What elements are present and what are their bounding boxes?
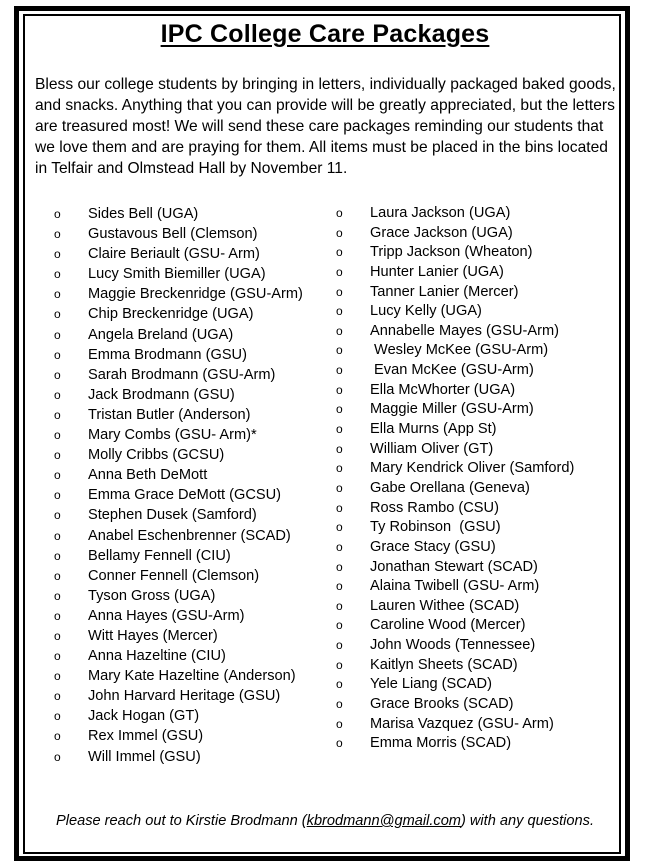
student-list-item [336, 695, 574, 715]
bullet-icon: o [336, 520, 343, 535]
student-list-item [336, 400, 574, 420]
student-name: Emma Grace DeMott (GCSU) [88, 487, 281, 504]
student-name: Tripp Jackson (Wheaton) [370, 244, 533, 261]
bullet-icon: o [336, 422, 343, 437]
student-list-item [336, 479, 574, 499]
bullet-icon: o [336, 480, 343, 495]
student-name: Jack Hogan (GT) [88, 708, 200, 725]
bullet-icon: o [336, 343, 343, 358]
bullet-icon: o [54, 508, 61, 523]
student-name: Sarah Brodmann (GSU-Arm) [88, 366, 276, 383]
student-name: Emma Morris (SCAD) [370, 735, 512, 752]
student-name: Lucy Smith Biemiller (UGA) [88, 266, 266, 283]
bullet-icon: o [54, 347, 61, 362]
student-list-item [336, 597, 574, 617]
bullet-icon: o [54, 407, 61, 422]
student-name: Ty Robinson (GSU) [370, 519, 501, 536]
student-list-item [54, 304, 303, 324]
student-list-item [336, 734, 574, 754]
bullet-icon: o [336, 323, 343, 338]
student-list-item [54, 626, 303, 646]
student-list-item [336, 302, 574, 322]
student-name: John Harvard Heritage (GSU) [88, 688, 281, 705]
student-name: Maggie Miller (GSU-Arm) [370, 401, 534, 418]
student-list-item [336, 440, 574, 460]
student-list-item [336, 224, 574, 244]
student-list-item [54, 445, 303, 465]
student-name: Claire Beriault (GSU- Arm) [88, 246, 260, 263]
bullet-icon: o [336, 441, 343, 456]
student-list-item [54, 505, 303, 525]
student-name: Molly Cribbs (GCSU) [88, 447, 225, 464]
bullet-icon: o [336, 697, 343, 712]
student-list-item [336, 204, 574, 224]
student-list-item [54, 747, 303, 767]
bullet-icon: o [54, 689, 61, 704]
student-name: Anna Beth DeMott [88, 467, 208, 484]
student-name: William Oliver (GT) [370, 440, 494, 457]
student-name: Grace Jackson (UGA) [370, 224, 513, 241]
bullet-icon: o [336, 579, 343, 594]
student-name: Evan McKee (GSU-Arm) [370, 362, 534, 379]
student-name: Maggie Breckenridge (GSU-Arm) [88, 286, 303, 303]
student-list-item [54, 385, 303, 405]
bullet-icon: o [336, 500, 343, 515]
student-name: Anna Hazeltine (CIU) [88, 648, 226, 665]
student-list-item [54, 325, 303, 345]
bullet-icon: o [54, 307, 61, 322]
student-list-item [54, 365, 303, 385]
footer-text-after: ) with any questions. [460, 813, 595, 829]
student-list-item [336, 361, 574, 381]
bullet-icon: o [336, 657, 343, 672]
bullet-icon: o [336, 461, 343, 476]
student-list-item [54, 284, 303, 304]
student-list-item [54, 204, 303, 224]
student-name: Tristan Butler (Anderson) [88, 406, 251, 423]
student-list-item [336, 263, 574, 283]
student-name: Will Immel (GSU) [88, 748, 201, 765]
bullet-icon: o [336, 559, 343, 574]
student-name: Anna Hayes (GSU-Arm) [88, 607, 245, 624]
student-name: Grace Brooks (SCAD) [370, 696, 514, 713]
student-list-item [336, 518, 574, 538]
bullet-icon: o [54, 649, 61, 664]
student-list-item [336, 538, 574, 558]
bullet-icon: o [54, 207, 61, 221]
bullet-icon: o [54, 367, 61, 382]
footer-text-before: Please reach out to Kirstie Brodmann ( [55, 813, 307, 829]
student-list-item [336, 636, 574, 656]
bullet-icon: o [336, 225, 343, 240]
student-list-item [336, 715, 574, 735]
bullet-icon: o [336, 363, 343, 378]
bullet-icon: o [54, 548, 61, 563]
bullet-icon: o [336, 284, 343, 299]
bullet-icon: o [54, 327, 61, 342]
student-name: Jonathan Stewart (SCAD) [370, 558, 538, 575]
student-name: Tanner Lanier (Mercer) [370, 283, 519, 300]
student-name: Annabelle Mayes (GSU-Arm) [370, 322, 559, 339]
student-list-item [54, 526, 303, 546]
student-name: Angela Breland (UGA) [88, 326, 234, 343]
student-name: Witt Hayes (Mercer) [88, 627, 218, 644]
student-list-item [54, 586, 303, 606]
bullet-icon: o [54, 387, 61, 402]
student-list-item [54, 465, 303, 485]
student-name: Conner Fennell (Clemson) [88, 567, 260, 584]
student-name: Sides Bell (UGA) [88, 206, 199, 222]
student-name: Mary Kendrick Oliver (Samford) [370, 460, 575, 477]
student-name: Laura Jackson (UGA) [370, 205, 511, 221]
student-list-right [336, 204, 574, 754]
student-name: Gabe Orellana (Geneva) [370, 479, 530, 496]
bullet-icon: o [54, 608, 61, 623]
student-list-item [54, 244, 303, 264]
student-list-item [54, 345, 303, 365]
bullet-icon: o [336, 206, 343, 220]
page-title: IPC College Care Packages [160, 20, 490, 48]
student-list-item [336, 616, 574, 636]
intro-paragraph: Bless our college students by bringing in letters, individually packaged baked goods, and snacks. Anything that you can provide will be greatly appreciated, but the letters are treasured most! We will send these care packages reminding our students that we love them and are praying for them. All items must be placed in the bins located in Telfair and Olmstead Hall by November 11. [35, 76, 616, 177]
bullet-icon: o [54, 568, 61, 583]
bullet-icon: o [54, 709, 61, 724]
student-name: Ella Murns (App St) [370, 421, 497, 438]
student-name: Jack Brodmann (GSU) [88, 386, 235, 403]
student-list-item [336, 283, 574, 303]
student-list-item [54, 606, 303, 626]
student-name: Alaina Twibell (GSU- Arm) [370, 578, 540, 595]
student-name: Lucy Kelly (UGA) [370, 303, 482, 320]
bullet-icon: o [54, 287, 61, 302]
student-name: Gustavous Bell (Clemson) [88, 226, 258, 243]
student-list-item [336, 577, 574, 597]
bullet-icon: o [336, 264, 343, 279]
student-name: Caroline Wood (Mercer) [370, 617, 526, 634]
student-list-item [54, 686, 303, 706]
bullet-icon: o [336, 402, 343, 417]
bullet-icon: o [336, 638, 343, 653]
student-name: Lauren Withee (SCAD) [370, 597, 520, 614]
bullet-icon: o [54, 628, 61, 643]
student-list-item [54, 666, 303, 686]
student-list-item [336, 656, 574, 676]
bullet-icon: o [336, 736, 343, 751]
student-name: Bellamy Fennell (CIU) [88, 547, 231, 564]
bullet-icon: o [54, 669, 61, 684]
student-list-item [336, 243, 574, 263]
student-name: Anabel Eschenbrenner (SCAD) [88, 527, 291, 544]
bullet-icon: o [336, 382, 343, 397]
student-list-item [336, 675, 574, 695]
student-list-left [54, 204, 303, 767]
bullet-icon: o [54, 528, 61, 543]
student-list-item [336, 558, 574, 578]
student-list-item [54, 485, 303, 505]
student-list-item [336, 499, 574, 519]
student-name: Tyson Gross (UGA) [88, 587, 216, 604]
bullet-icon: o [54, 588, 61, 603]
bullet-icon: o [54, 468, 61, 483]
student-name: Hunter Lanier (UGA) [370, 263, 504, 280]
student-name: Wesley McKee (GSU-Arm) [370, 342, 549, 359]
student-list-item [54, 706, 303, 726]
student-name: Mary Kate Hazeltine (Anderson) [88, 668, 296, 685]
student-list-item [54, 405, 303, 425]
contact-footer [0, 813, 650, 829]
bullet-icon: o [336, 245, 343, 260]
student-name: Rex Immel (GSU) [88, 728, 204, 745]
student-name: Kaitlyn Sheets (SCAD) [370, 656, 518, 673]
bullet-icon: o [54, 729, 61, 744]
student-list-item [336, 459, 574, 479]
student-list-item [54, 425, 303, 445]
student-name: Ella McWhorter (UGA) [370, 381, 516, 398]
bullet-icon: o [336, 716, 343, 731]
student-list-item [54, 224, 303, 244]
bullet-icon: o [54, 428, 61, 443]
bullet-icon: o [336, 539, 343, 554]
bullet-icon: o [54, 749, 61, 764]
bullet-icon: o [336, 598, 343, 613]
student-name: Grace Stacy (GSU) [370, 538, 496, 555]
student-name: Stephen Dusek (Samford) [88, 507, 257, 524]
student-list-item [336, 322, 574, 342]
student-list-item [336, 381, 574, 401]
bullet-icon: o [54, 488, 61, 503]
student-list-item [54, 546, 303, 566]
student-name: John Woods (Tennessee) [370, 637, 536, 654]
student-name: Mary Combs (GSU- Arm)* [88, 427, 257, 444]
student-list-item [54, 264, 303, 284]
student-name: Marisa Vazquez (GSU- Arm) [370, 715, 554, 732]
student-list-item [336, 341, 574, 361]
student-name: Emma Brodmann (GSU) [88, 346, 247, 363]
student-name: Yele Liang (SCAD) [370, 676, 492, 693]
bullet-icon: o [336, 304, 343, 319]
contact-email-link[interactable]: kbrodmann@gmail.com [306, 813, 461, 829]
bullet-icon: o [54, 247, 61, 262]
student-name: Ross Rambo (CSU) [370, 499, 499, 516]
student-list-item [54, 646, 303, 666]
bullet-icon: o [336, 677, 343, 692]
bullet-icon: o [336, 618, 343, 633]
bullet-icon: o [54, 227, 61, 242]
student-list-item [336, 420, 574, 440]
bullet-icon: o [54, 267, 61, 282]
student-list-item [54, 566, 303, 586]
student-list-item [54, 726, 303, 746]
bullet-icon: o [54, 448, 61, 463]
student-name: Chip Breckenridge (UGA) [88, 306, 254, 323]
